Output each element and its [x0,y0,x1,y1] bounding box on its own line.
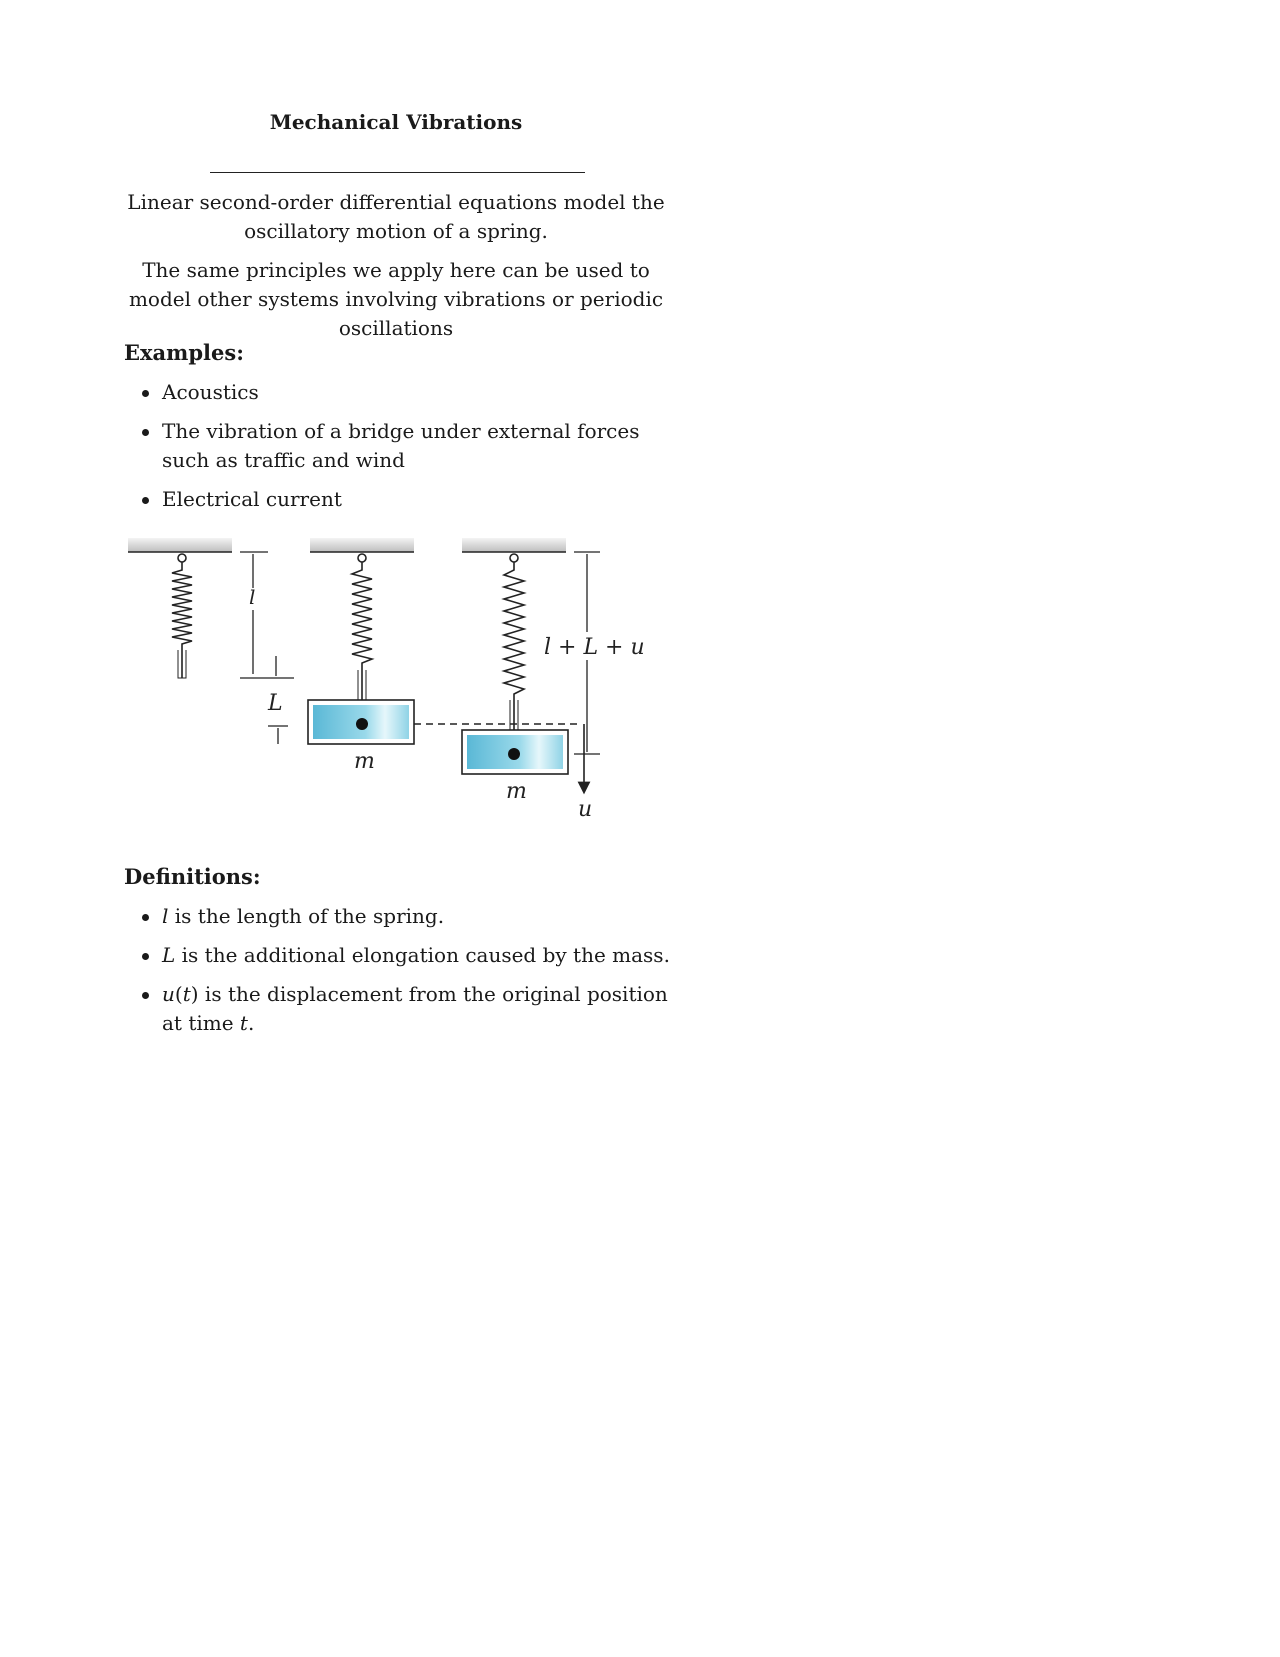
definition-time-var: t [239,1011,248,1035]
list-item [124,417,672,475]
mass-2-attach-dot [508,748,520,760]
label-L: L [268,691,283,716]
label-total: l + L + u [544,635,645,660]
label-m1: m [354,749,375,774]
intro-paragraph-1: Linear second-order differential equations model the oscillatory motion of a spring. [127,190,665,243]
l-dimension [240,552,294,678]
definitions-list [124,902,672,1048]
spring-mass-figure [122,530,682,840]
list-item [124,902,672,931]
definition-symbol: u [162,982,175,1006]
spring-1 [172,554,192,678]
definition-arg: t [182,982,191,1006]
ceiling-3 [462,538,566,552]
examples-list [124,378,672,524]
list-item [124,941,672,970]
intro-paragraph-2: The same principles we apply here can be used to model other systems involving vibrations or periodic oscillations [128,258,664,340]
example-text: Electrical current [162,487,342,511]
definition-text: is the additional elongation caused by the mass. [175,943,670,967]
L-dimension [268,726,288,744]
definition-symbol: l [162,904,169,928]
examples-heading: Examples: [124,340,244,365]
definition-text: is the displacement from the original position at time [162,982,668,1035]
definitions-heading: Definitions: [124,864,261,889]
definition-text: is the length of the spring. [168,904,445,928]
list-item [124,378,672,407]
example-text: The vibration of a bridge under external forces such as traffic and wind [162,419,640,472]
definition-paren-close: ) [190,982,199,1006]
spring-3 [504,554,524,756]
definition-symbol: L [162,943,176,967]
label-l: l [249,585,256,609]
definition-paren-open: ( [174,982,183,1006]
ceiling-1 [128,538,232,552]
label-u: u [578,797,593,822]
list-item [124,980,672,1038]
title-rule [210,172,585,173]
page-title: Mechanical Vibrations [269,110,523,134]
list-item [124,485,672,514]
example-text: Acoustics [162,380,259,404]
spring-mass-svg [122,530,682,840]
ceiling-2 [310,538,414,552]
label-m2: m [506,779,527,804]
mass-1-attach-dot [356,718,368,730]
definition-text-end: . [247,1011,255,1035]
